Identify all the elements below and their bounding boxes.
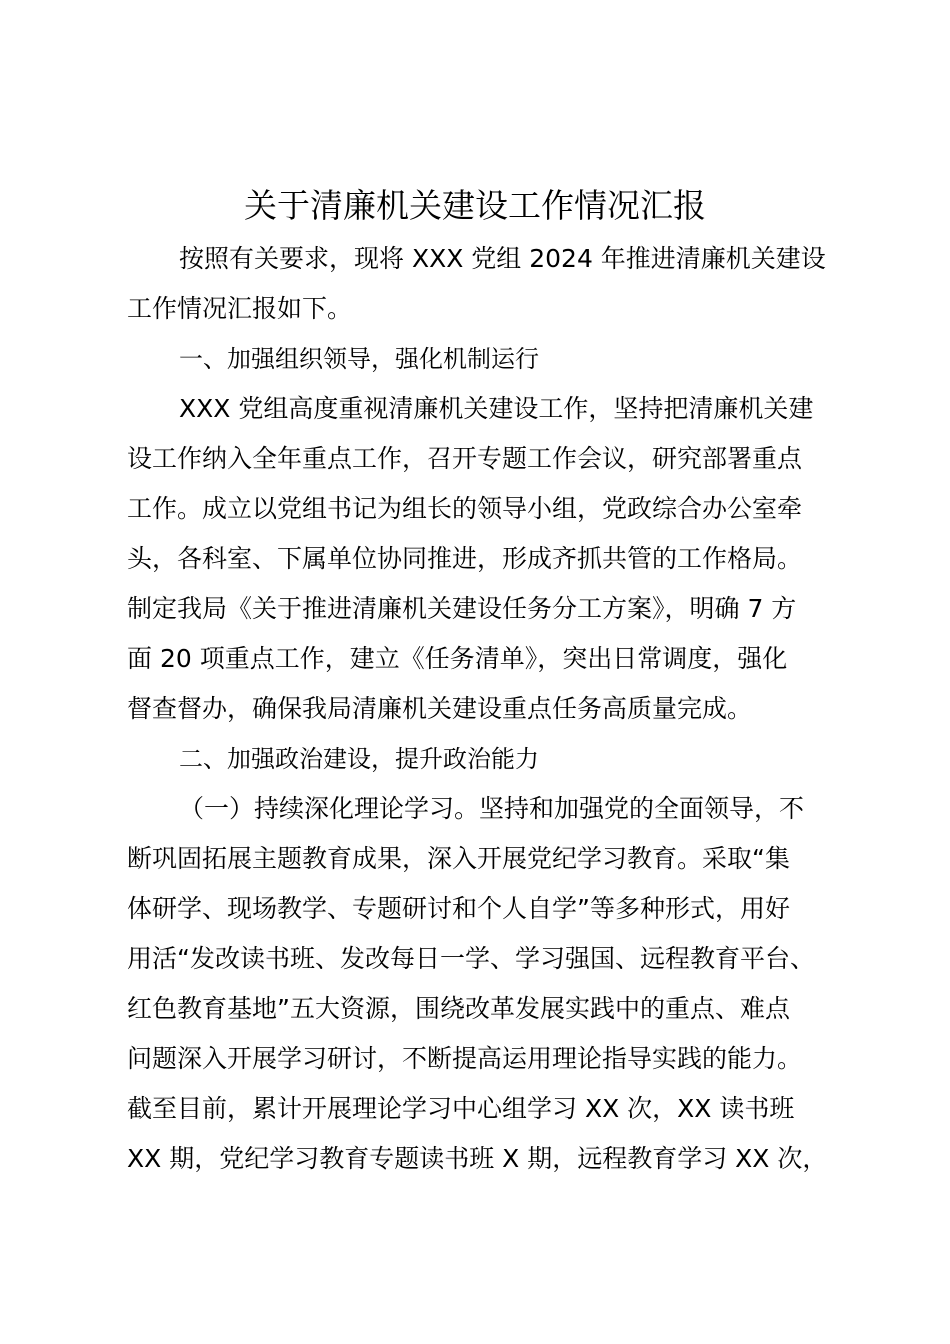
body-line-1: 按照有关要求，现将 XXX 党组 2024 年推进清廉机关建设 xyxy=(179,244,826,273)
body-line-2: 工作情况汇报如下。 xyxy=(127,294,353,323)
body-line-14: 体研学、现场教学、专题研讨和个人自学”等多种形式，用好 xyxy=(127,894,790,923)
body-line-17: 问题深入开展学习研讨，不断提高运用理论指导实践的能力。 xyxy=(127,1044,803,1073)
body-line-7: 头，各科室、下属单位协同推进，形成齐抓共管的工作格局。 xyxy=(127,544,803,573)
body-line-18: 截至目前，累计开展理论学习中心组学习 XX 次，XX 读书班 xyxy=(127,1094,795,1123)
body-line-13: 断巩固拓展主题教育成果，深入开展党纪学习教育。采取“集 xyxy=(127,844,790,873)
document-title: 关于清廉机关建设工作情况汇报 xyxy=(244,186,706,225)
body-line-10: 督查督办，确保我局清廉机关建设重点任务高质量完成。 xyxy=(127,694,753,723)
body-line-9: 面 20 项重点工作，建立《任务清单》，突出日常调度，强化 xyxy=(127,644,788,673)
document-body xyxy=(127,234,847,1184)
body-line-12: （一）持续深化理论学习。坚持和加强党的全面领导，不 xyxy=(179,794,805,823)
body-line-4: XXX 党组高度重视清廉机关建设工作，坚持把清廉机关建 xyxy=(179,394,814,423)
body-line-15: 用活“发改读书班、发改每日一学、学习强国、远程教育平台、 xyxy=(127,944,815,973)
body-line-16: 红色教育基地”五大资源，围绕改革发展实践中的重点、难点 xyxy=(127,994,790,1023)
body-line-8: 制定我局《关于推进清廉机关建设任务分工方案》，明确 7 方 xyxy=(127,594,797,623)
body-line-19: XX 期，党纪学习教育专题读书班 X 期，远程教育学习 XX 次， xyxy=(127,1144,828,1173)
section-heading-1: 一、加强组织领导，强化机制运行 xyxy=(179,345,539,373)
body-line-6: 工作。成立以党组书记为组长的领导小组，党政综合办公室牵 xyxy=(127,494,803,523)
section-heading-2: 二、加强政治建设，提升政治能力 xyxy=(179,745,539,773)
body-line-5: 设工作纳入全年重点工作，召开专题工作会议，研究部署重点 xyxy=(127,444,803,473)
